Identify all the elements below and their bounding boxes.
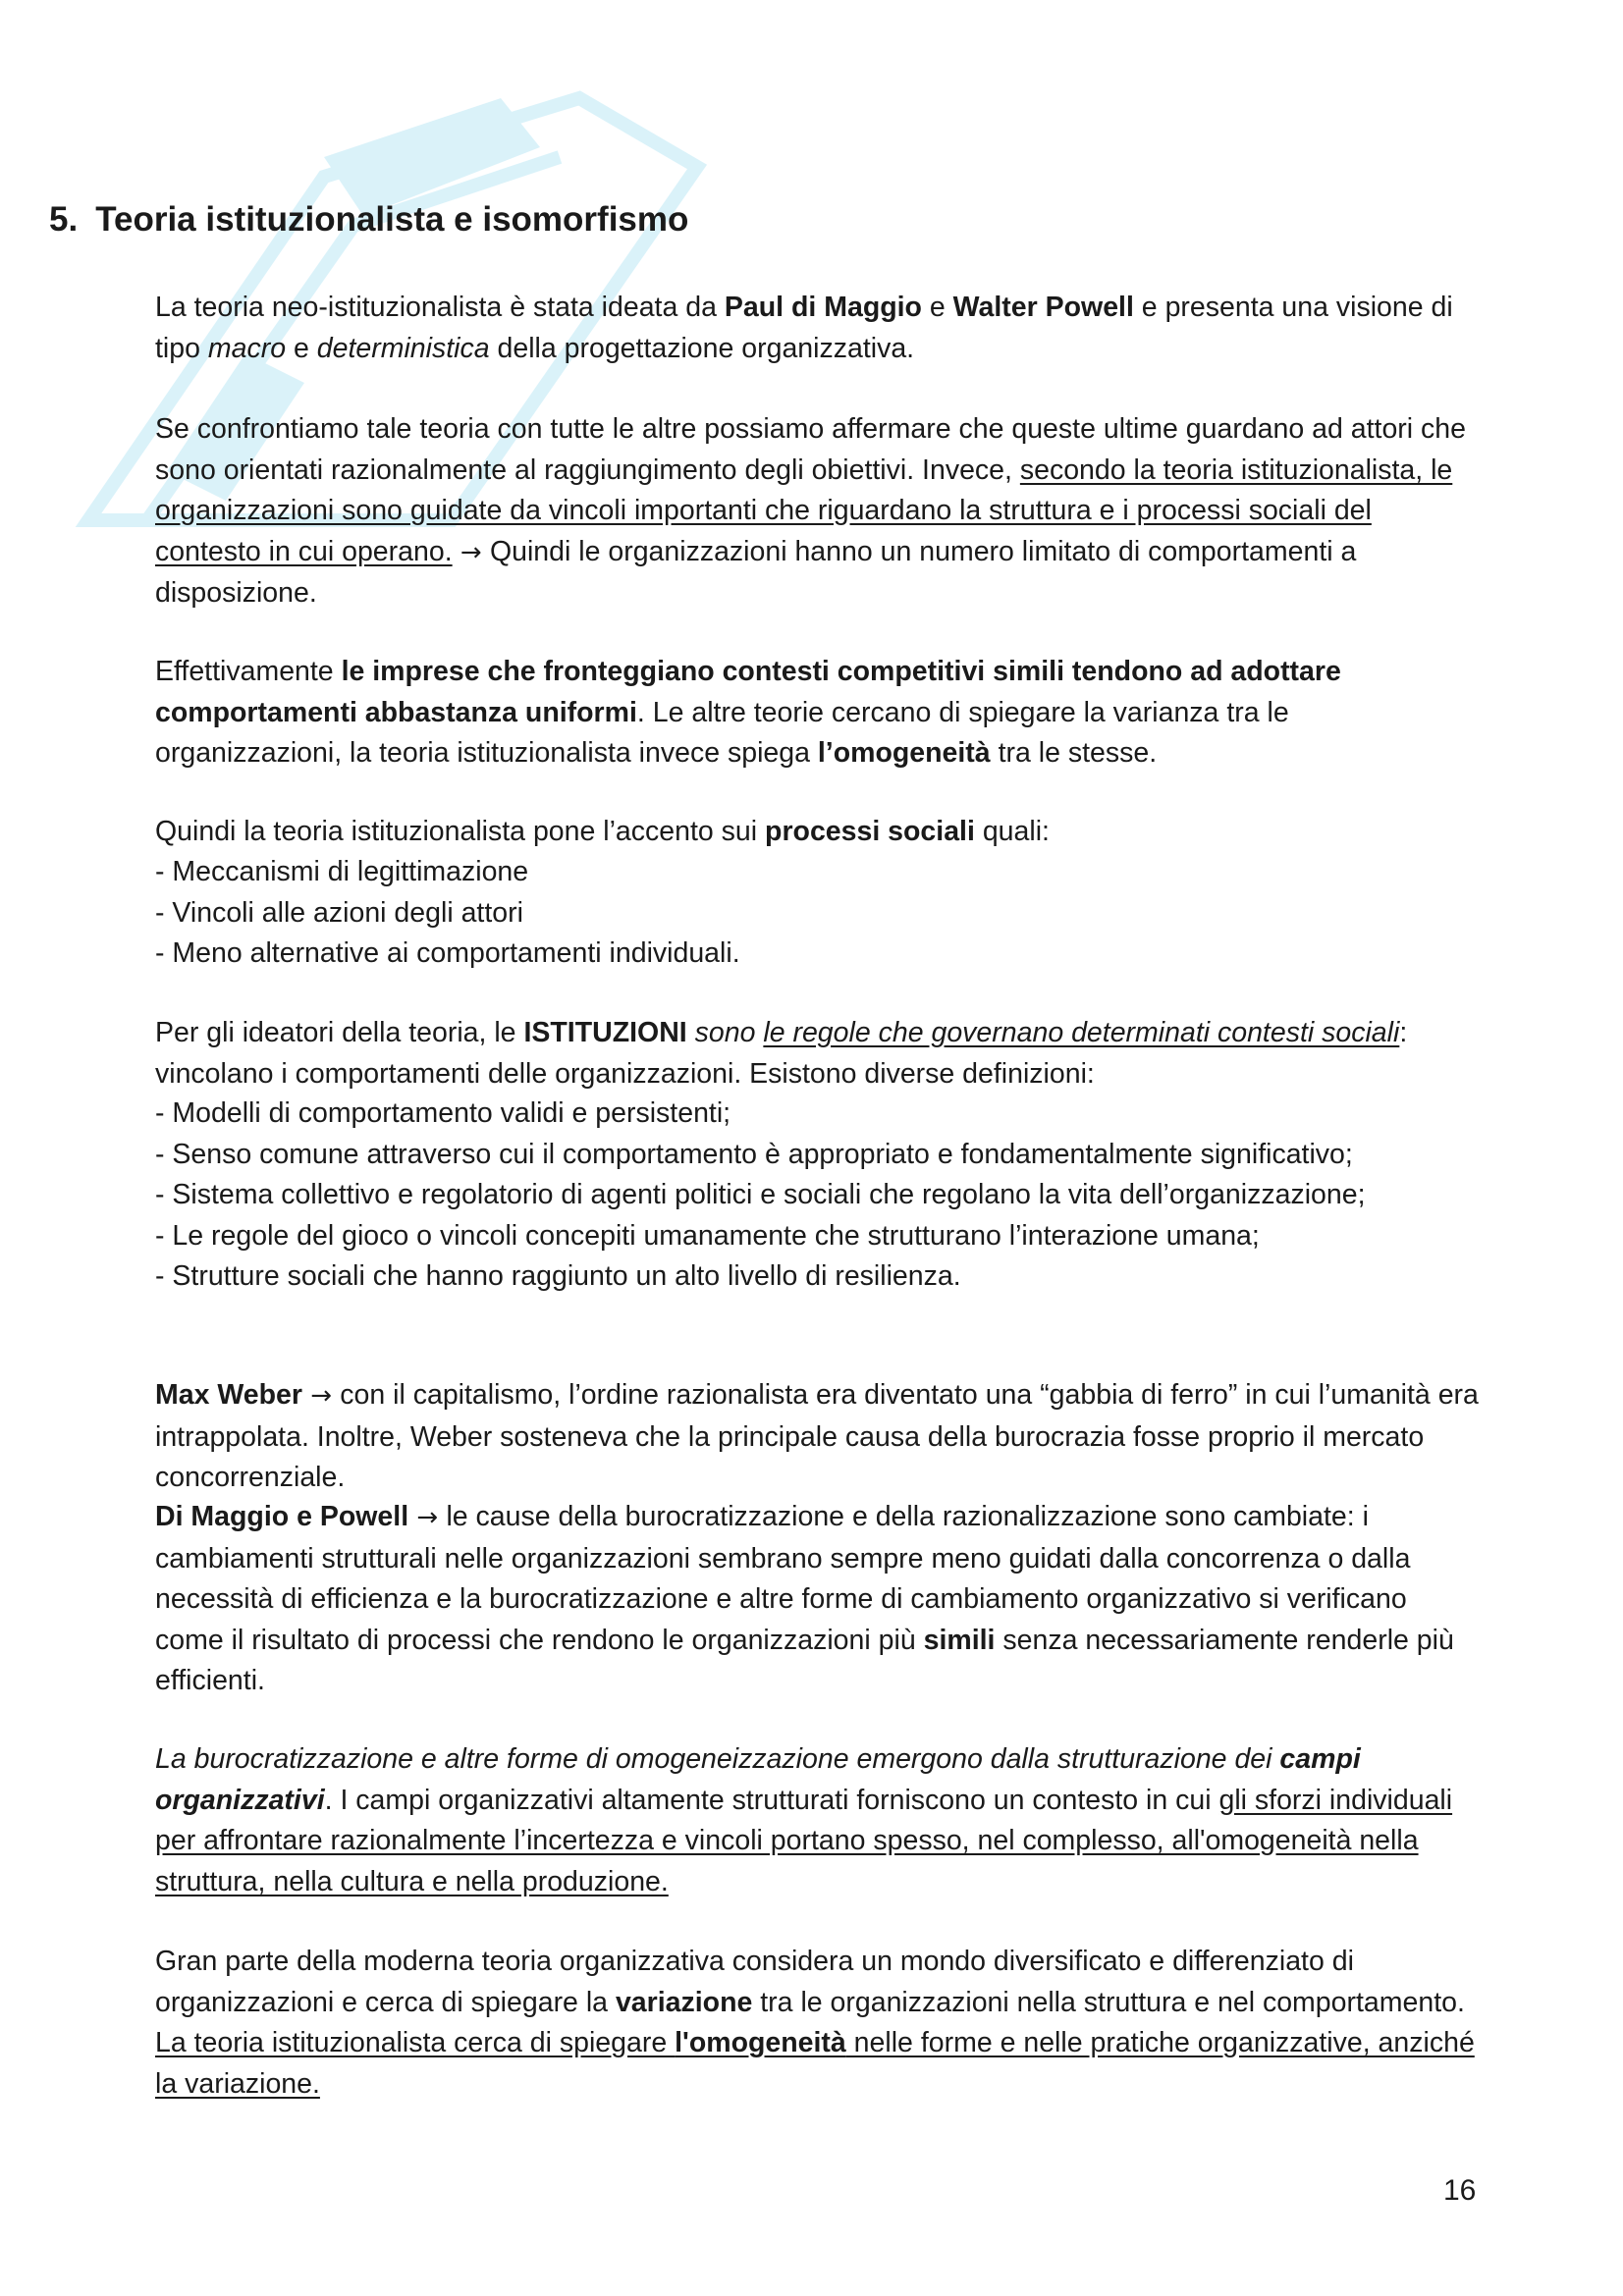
author-name: Walter Powell	[952, 292, 1134, 323]
list-definitions	[155, 1094, 1481, 1298]
paragraph-modern-theory: Gran parte della moderna teoria organizzativa considera un mondo diversificato e differenziato di organizzazioni e cerca di spiegare la variazione tra le organizzazioni nella struttura e nel comportamento. La teoria istituzionalista cerca di spiegare l'omogeneità nelle forme e nelle pratiche organizzative, anziché la variazione.	[155, 1946, 1475, 2100]
section-heading	[49, 192, 688, 247]
paragraph-comparison: Se confrontiamo tale teoria con tutte le altre possiamo affermare che queste ultime guardano ad attori che sono orientati razionalmente al raggiungimento degli obiettivi. Invece, secondo la teoria istituzionalista, le organizzazioni sono guidate da vincoli importanti che riguardano la struttura e i processi sociali del contesto in cui operano. → Quindi le organizzazioni hanno un numero limitato di comportamenti a disposizione.	[155, 413, 1466, 609]
list-item: - Le regole del gioco o vincoli concepiti umanamente che strutturano l’interazione umana;	[155, 1219, 1260, 1252]
arrow-icon: →	[301, 1381, 341, 1411]
list-item: - Meno alternative ai comportamenti individuali.	[155, 937, 740, 969]
paragraph-social-processes: Quindi la teoria istituzionalista pone l’accento sui processi sociali quali:	[155, 816, 1050, 847]
paragraph-di-maggio-powell: Di Maggio e Powell → le cause della burocratizzazione e della razionalizzazione sono cambiate: i cambiamenti strutturali nelle organizzazioni sembrano sempre meno guidati dalla concorrenza o dalla necessità di efficienza e la burocratizzazione e altre forme di cambiamento organizzativo si verificano come il risultato di processi che rendono le organizzazioni più simili senza necessariamente renderle più efficienti.	[155, 1501, 1454, 1696]
list-item: - Vincoli alle azioni degli attori	[155, 896, 523, 929]
page-number: 16	[1443, 2174, 1477, 2207]
arrow-icon: →	[452, 537, 490, 567]
list-item: - Strutture sociali che hanno raggiunto un alto livello di resilienza.	[155, 1260, 961, 1292]
list-item: - Sistema collettivo e regolatorio di agenti politici e sociali che regolano la vita dell’organizzazione;	[155, 1179, 1366, 1210]
paragraph-organizational-fields: La burocratizzazione e altre forme di omogeneizzazione emergono dalla strutturazione dei campi organizzativi. I campi organizzativi altamente strutturati forniscono un contesto in cui gli sforzi individuali per affrontare razionalmente l’incertezza e vincoli portano spesso, nel complesso, all'omogeneità nella struttura, nella cultura e nella produzione.	[155, 1743, 1453, 1897]
paragraph-institutions: Per gli ideatori della teoria, le ISTITUZIONI sono le regole che governano determinati contesti sociali: vincolano i comportamenti delle organizzazioni. Esistono diverse definizioni:	[155, 1017, 1408, 1090]
underlined-definition: le regole che governano determinati contesti sociali	[763, 1017, 1400, 1048]
section-number: 5.	[49, 200, 79, 239]
list-item: - Modelli di comportamento validi e persistenti;	[155, 1097, 731, 1129]
underlined-statement: gli sforzi individuali per affrontare razionalmente l’incertezza e vincoli portano spesso, nel complesso, all'omogeneità nella struttura, nella cultura e nella produzione.	[155, 1784, 1453, 1897]
paragraph-uniformity: Effettivamente le imprese che fronteggiano contesti competitivi simili tendono ad adottare comportamenti abbastanza uniformi. Le altre teorie cercano di spiegare la varianza tra le organizzazioni, la teoria istituzionalista invece spiega l’omogeneità tra le stesse.	[155, 656, 1341, 769]
list-item: - Meccanismi di legittimazione	[155, 856, 529, 887]
paragraph-max-weber: Max Weber → con il capitalismo, l’ordine razionalista era diventato una “gabbia di ferro” in cui l’umanità era intrappolata. Inoltre, Weber sosteneva che la principale causa della burocrazia fosse proprio il mercato concorrenziale.	[155, 1379, 1479, 1493]
section-title: Teoria istituzionalista e isomorfismo	[95, 200, 689, 239]
underlined-statement: secondo la teoria istituzionalista, le organizzazioni sono guidate da vincoli importanti che riguardano la struttura e i processi sociali del contesto in cui operano.	[155, 454, 1453, 567]
list-item: - Senso comune attraverso cui il comportamento è appropriato e fondamentalmente significativo;	[155, 1138, 1353, 1170]
list-social-processes	[155, 852, 1481, 975]
arrow-icon: →	[408, 1503, 447, 1532]
author-name: Paul di Maggio	[724, 292, 922, 323]
paragraph-intro: La teoria neo-istituzionalista è stata ideata da Paul di Maggio e Walter Powell e presenta una visione di tipo macro e deterministica della progettazione organizzativa.	[155, 292, 1453, 364]
